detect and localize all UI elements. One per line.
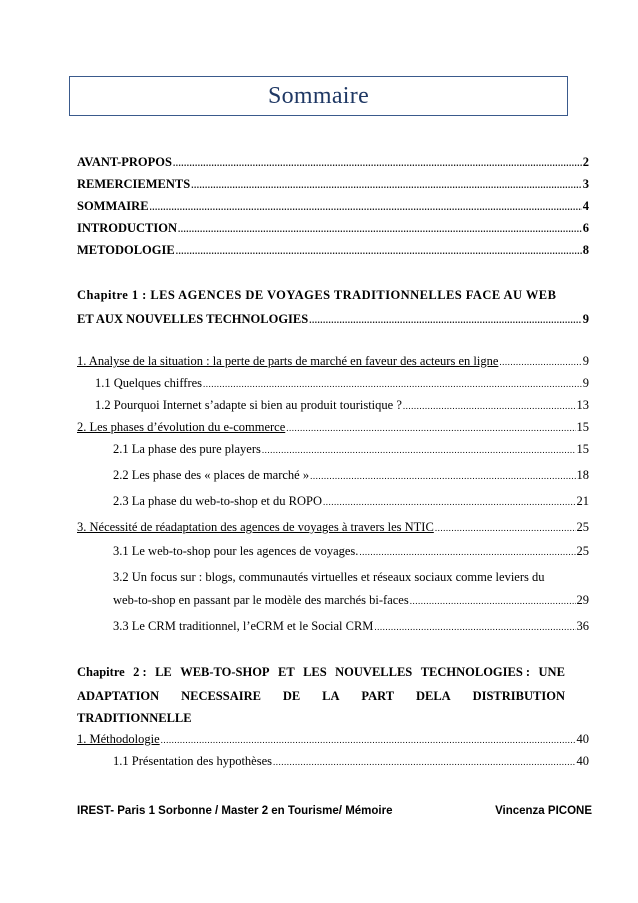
heading-word: ADAPTATION xyxy=(77,689,160,703)
title-box xyxy=(69,76,568,116)
toc-entry-ch2-1[interactable] xyxy=(77,731,589,748)
dot-leader xyxy=(203,376,582,392)
toc-entry-3-1[interactable] xyxy=(113,543,589,560)
toc-page-number: 36 xyxy=(576,619,589,633)
dot-leader xyxy=(173,155,582,171)
dot-leader xyxy=(323,494,576,510)
heading-word: ET xyxy=(277,665,295,679)
toc-page-number: 9 xyxy=(582,312,589,326)
dot-leader xyxy=(150,199,582,215)
toc-entry-label: INTRODUCTION xyxy=(77,221,178,235)
toc-entry-label: 3. Nécessité de réadaptation des agences de voyages à travers les NTIC xyxy=(77,520,434,534)
dot-leader xyxy=(403,398,576,414)
chapter-2-heading-line3: TRADITIONNELLE xyxy=(77,711,192,725)
toc-entry-label: 2.3 La phase du web-to-shop et du ROPO xyxy=(113,494,322,508)
toc-entry-remerciements[interactable] xyxy=(77,176,589,193)
heading-word: TECHNOLOGIES : xyxy=(420,665,531,679)
toc-entry-2-1[interactable] xyxy=(113,441,589,458)
toc-entry-1[interactable] xyxy=(77,353,589,370)
heading-word: DELA xyxy=(415,689,451,703)
toc-page-number: 9 xyxy=(582,354,589,368)
toc-page-number: 29 xyxy=(576,593,589,607)
toc-page-number: 6 xyxy=(582,221,589,235)
heading-word: LE xyxy=(155,665,172,679)
toc-page-number: 40 xyxy=(576,754,589,768)
toc-entry-label: 1.2 Pourquoi Internet s’adapte si bien au produit touristique ? xyxy=(95,398,402,412)
dot-leader xyxy=(178,221,582,237)
toc-entry-label: 1.1 Quelques chiffres xyxy=(95,376,203,390)
dot-leader xyxy=(273,754,575,770)
heading-word: NOUVELLES xyxy=(335,665,413,679)
toc-entry-sommaire[interactable] xyxy=(77,198,589,215)
dot-leader xyxy=(310,468,575,484)
toc-entry-2-2[interactable] xyxy=(113,467,589,484)
toc-entry-2-3[interactable] xyxy=(113,493,589,510)
heading-word: DISTRIBUTION xyxy=(472,689,565,703)
toc-entry-introduction[interactable] xyxy=(77,220,589,237)
heading-word: NECESSAIRE xyxy=(181,689,261,703)
toc-entry-label: METODOLOGIE xyxy=(77,243,175,257)
dot-leader xyxy=(435,520,576,536)
toc-entry-label: 1. Analyse de la situation : la perte de parts de marché en faveur des acteurs en ligne xyxy=(77,354,499,368)
chapter-2-heading-line2 xyxy=(77,688,565,704)
toc-entry-3[interactable] xyxy=(77,519,589,536)
toc-entry-chapter-1[interactable] xyxy=(77,311,589,328)
toc-entry-label: 1. Méthodologie xyxy=(77,732,160,746)
toc-entry-label: SOMMAIRE xyxy=(77,199,149,213)
footer-right: Vincenza PICONE xyxy=(495,805,592,817)
toc-page-number: 21 xyxy=(576,494,589,508)
dot-leader xyxy=(286,420,575,436)
toc-entry-label: 2.1 La phase des pure players xyxy=(113,442,261,456)
page-title: Sommaire xyxy=(267,82,370,109)
dot-leader xyxy=(359,544,575,560)
toc-entry-3-3[interactable] xyxy=(113,618,589,635)
heading-word: LA xyxy=(322,689,340,703)
heading-word: PART xyxy=(361,689,395,703)
toc-entry-label: 3.1 Le web-to-shop pour les agences de voyages. xyxy=(113,544,359,558)
heading-word: DE xyxy=(282,689,301,703)
toc-entry-metodologie[interactable] xyxy=(77,242,589,259)
toc-page-number: 25 xyxy=(576,520,589,534)
heading-word: Chapitre xyxy=(77,665,125,679)
toc-entry-2[interactable] xyxy=(77,419,589,436)
toc-page-number: 13 xyxy=(576,398,589,412)
toc-entry-1-2[interactable] xyxy=(95,397,589,414)
heading-word: 2 : xyxy=(133,665,147,679)
toc-entry-3-2-line1: 3.2 Un focus sur : blogs, communautés virtuelles et réseaux sociaux comme leviers du xyxy=(113,570,545,584)
toc-page-number: 15 xyxy=(576,442,589,456)
toc-page-number: 15 xyxy=(576,420,589,434)
toc-entry-label: ET AUX NOUVELLES TECHNOLOGIES xyxy=(77,312,309,326)
toc-page-number: 40 xyxy=(576,732,589,746)
dot-leader xyxy=(374,619,575,635)
toc-entry-label: 1.1 Présentation des hypothèses xyxy=(113,754,273,768)
footer-left: IREST- Paris 1 Sorbonne / Master 2 en Tourisme/ Mémoire xyxy=(77,805,393,817)
toc-page-number: 9 xyxy=(582,376,589,390)
toc-page-number: 8 xyxy=(582,243,589,257)
dot-leader xyxy=(191,177,582,193)
heading-word: WEB-TO-SHOP xyxy=(180,665,270,679)
toc-entry-label: 2.2 Les phase des « places de marché » xyxy=(113,468,310,482)
toc-page-number: 4 xyxy=(582,199,589,213)
toc-entry-label: web-to-shop en passant par le modèle des marchés bi-faces xyxy=(113,593,409,607)
chapter-2-heading-line1 xyxy=(77,664,565,680)
toc-entry-avant-propos[interactable] xyxy=(77,154,589,171)
dot-leader xyxy=(176,243,582,259)
toc-page-number: 18 xyxy=(576,468,589,482)
toc-entry-label: REMERCIEMENTS xyxy=(77,177,191,191)
dot-leader xyxy=(262,442,576,458)
toc-page-number: 3 xyxy=(582,177,589,191)
toc-entry-label: AVANT-PROPOS xyxy=(77,155,172,169)
toc-page-number: 25 xyxy=(576,544,589,558)
heading-word: LES xyxy=(303,665,327,679)
toc-entry-1-1[interactable] xyxy=(95,375,589,392)
heading-word: UNE xyxy=(538,665,565,679)
toc-entry-ch2-1-1[interactable] xyxy=(113,753,589,770)
toc-page-number: 2 xyxy=(582,155,589,169)
dot-leader xyxy=(499,354,581,370)
toc-entry-label: 2. Les phases d’évolution du e-commerce xyxy=(77,420,286,434)
toc-entry-3-2[interactable] xyxy=(113,592,589,609)
chapter-1-heading-line1: Chapitre 1 : LES AGENCES DE VOYAGES TRADITIONNELLES FACE AU WEB xyxy=(77,288,557,302)
dot-leader xyxy=(309,312,582,328)
toc-entry-label: 3.3 Le CRM traditionnel, l’eCRM et le Social CRM xyxy=(113,619,374,633)
dot-leader xyxy=(161,732,576,748)
dot-leader xyxy=(410,593,576,609)
